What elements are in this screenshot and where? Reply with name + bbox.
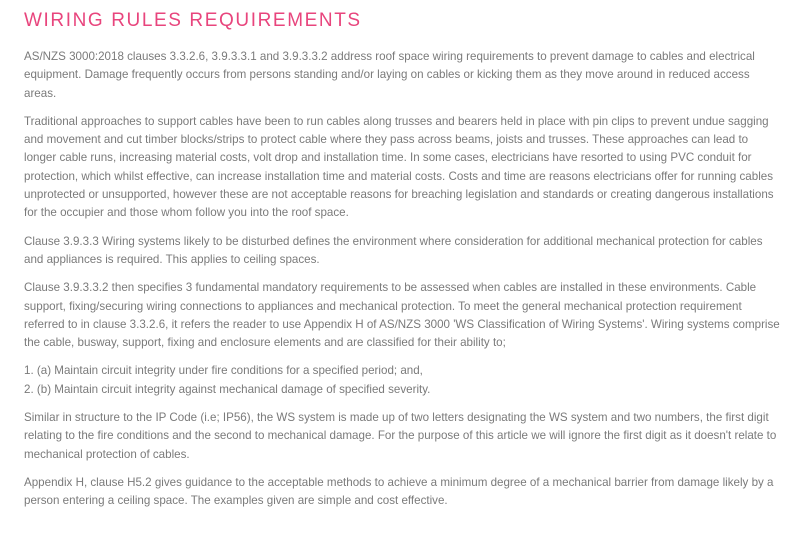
classification-list — [24, 362, 782, 399]
paragraph-clause-3933: Clause 3.9.3.3 Wiring systems likely to be disturbed defines the environment where consideration for additional mechanical protection for cables and appliances is required. This applies to ceiling spaces. — [24, 234, 763, 266]
paragraph-clause-39332: Clause 3.9.3.3.2 then specifies 3 fundamental mandatory requirements to be assessed when cables are installed in these environments. Cable support, fixing/securing wiring connections to appliances and mechanical protection. To meet the general mechanical protection requirement referred to in clause 3.3.2.6, it refers the reader to use Appendix H of AS/NZS 3000 'WS Classification of Wiring Systems'. Wiring systems comprise the cable, busway, support, fixing and enclosure elements and are classified for their ability to; — [24, 281, 780, 350]
list-item: 2. (b) Maintain circuit integrity against mechanical damage of specified severity. — [24, 382, 431, 396]
paragraph-traditional-approaches: Traditional approaches to support cables have been to run cables along trusses and bearers held in place with pin clips to prevent undue sagging and movement and cut timber blocks/strips to protect cable where they pass across beams, joists and trusses. These approaches can lead to longer cable runs, increasing material costs, volt drop and installation time. In some cases, electricians have resorted to using PVC conduit for protection, which whilst effective, can increase installation time and material costs. Costs and time are reasons electricians offer for running cables unprotected or unsupported, however these are not acceptable reasons for breaching legislation and standards or creating dangerous installations for the occupier and those whom follow you into the roof space. — [24, 114, 774, 220]
list-item: 1. (a) Maintain circuit integrity under fire conditions for a specified period; and, — [24, 364, 423, 378]
paragraph-appendix-h: Appendix H, clause H5.2 gives guidance to the acceptable methods to achieve a minimum degree of a mechanical barrier from damage likely by a person entering a ceiling space. The examples given are simple and cost effective. — [24, 475, 774, 508]
paragraph-intro: AS/NZS 3000:2018 clauses 3.3.2.6, 3.9.3.3.1 and 3.9.3.3.2 address roof space wiring requirements to prevent damage to cables and electrical equipment. Damage frequently occurs from persons standing and/or laying on cables or kicking them as they move around in reduced access areas. — [24, 50, 755, 100]
article-title: WIRING RULES REQUIREMENTS — [24, 10, 362, 31]
paragraph-ws-system: Similar in structure to the IP Code (i.e; IP56), the WS system is made up of two letters designating the WS system and two numbers, the first digit relating to the fire conditions and the second to mechanical damage. For the purpose of this article we will ignore the first digit as it doesn't relate to mechanical protection of cables. — [24, 411, 777, 461]
